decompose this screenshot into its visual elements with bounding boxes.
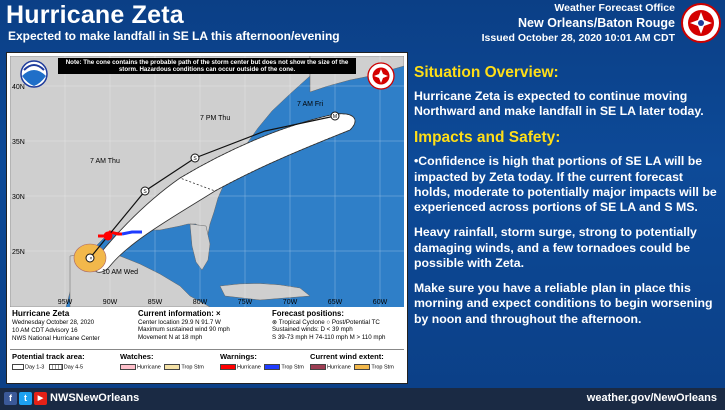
time-label-7am-thu: 7 AM Thu	[90, 158, 120, 165]
impacts-paragraph-3: Make sure you have a reliable plan in place this morning and expect conditions to begin worsening by noon and throughout the afternoon.	[414, 281, 713, 326]
legend-hurricane-wind: Hurricane	[327, 364, 351, 371]
svg-text:95W: 95W	[57, 299, 73, 306]
storm-line: Wednesday October 28, 2020	[12, 319, 95, 327]
time-label-7am-fri: 7 AM Fri	[297, 101, 324, 108]
legend-hurricane-warning: Hurricane	[237, 364, 261, 371]
trop-stm-wind-swatch	[354, 364, 370, 370]
facebook-icon[interactable]: f	[4, 392, 17, 405]
cone-note: Note: The cone contains the probable path of the storm center but does not show the size of the storm. Hazardous conditions can occur outside of the cone.	[58, 58, 356, 74]
legend-wind-head: Current wind extent:	[310, 352, 384, 361]
point-label-7am-fri: M	[332, 114, 338, 120]
situation-text: Hurricane Zeta is expected to continue moving Northward and make landfall in SE LA later today.	[414, 89, 704, 119]
social-handle[interactable]: NWSNewOrleans	[50, 392, 140, 404]
trop-stm-warning-swatch	[264, 364, 280, 370]
svg-text:35N: 35N	[12, 139, 25, 146]
social-links	[4, 392, 47, 405]
legend-trop-stm-watch: Trop Stm	[181, 364, 204, 371]
svg-text:85W: 85W	[147, 299, 163, 306]
current-info-head: Current information:	[138, 309, 214, 318]
legend-watches	[120, 352, 204, 370]
storm-line: NWS National Hurricane Center	[12, 334, 100, 342]
youtube-icon[interactable]: ▶	[34, 392, 47, 405]
forecast-line: S 39-73 mph H 74-110 mph M > 110 mph	[272, 334, 386, 342]
current-mark: ×	[215, 309, 221, 318]
forecast-line: Sustained winds: D < 39 mph	[272, 326, 353, 334]
current-line: Maximum sustained wind 90 mph	[138, 326, 230, 334]
current-info	[138, 309, 268, 342]
storm-info	[12, 309, 137, 343]
legend-warnings	[220, 352, 304, 370]
impacts-heading: Impacts and Safety:	[414, 129, 561, 147]
office-block	[482, 2, 675, 44]
situation-heading: Situation Overview:	[414, 64, 559, 81]
storm-line: 10 AM CDT Advisory 16	[12, 327, 78, 334]
svg-text:30N: 30N	[12, 194, 25, 201]
header	[0, 0, 725, 48]
current-line: Center location 29.9 N 91.7 W	[138, 318, 221, 326]
legend-track-area	[12, 352, 85, 370]
impacts-paragraph-2: Heavy rainfall, storm surge, strong to potentially damaging winds, and a few tornadoes could be possible with Zeta.	[414, 225, 697, 270]
svg-text:40N: 40N	[12, 84, 25, 91]
time-label-10am-wed: 10 AM Wed	[102, 269, 139, 276]
map-legend	[10, 349, 404, 381]
office-line2: New Orleans/Baton Rouge	[518, 16, 675, 30]
svg-text:75W: 75W	[237, 299, 253, 306]
briefing-text	[414, 64, 719, 337]
track-map-svg	[10, 56, 404, 307]
forecast-head: Forecast positions:	[272, 309, 344, 318]
nws-logo-icon	[681, 3, 721, 43]
impacts-paragraph-1: •Confidence is high that portions of SE LA will be impacted by Zeta today. If the current forecast holds, moderate to potentially major impacts will be experienced across portions of SE LA and S MS.	[414, 154, 717, 215]
page-subtitle: Expected to make landfall in SE LA this afternoon/evening	[8, 29, 340, 43]
forecast-line: ⊗ Tropical Cyclone ○ Post/Potential TC	[272, 318, 380, 326]
svg-text:80W: 80W	[192, 299, 208, 306]
nws-small-logo-icon	[368, 63, 394, 89]
svg-text:70W: 70W	[282, 299, 298, 306]
storm-name: Hurricane Zeta	[12, 309, 70, 318]
track-map	[10, 56, 404, 307]
hurricane-warning-swatch	[220, 364, 236, 370]
current-position-mark: ×	[89, 256, 93, 262]
footer	[0, 388, 725, 410]
forecast-info	[272, 309, 404, 342]
svg-text:25N: 25N	[12, 249, 25, 256]
current-line: Movement N at 18 mph	[138, 334, 203, 342]
hurricane-graphic-panel	[6, 52, 408, 384]
svg-text:65W: 65W	[327, 299, 343, 306]
day45-swatch	[49, 364, 63, 370]
issued-time: Issued October 28, 2020 10:01 AM CDT	[481, 32, 675, 44]
point-label-7am-thu: S	[143, 189, 147, 195]
office-website-link[interactable]: weather.gov/NewOrleans	[586, 392, 717, 404]
legend-watches-head: Watches:	[120, 352, 154, 361]
page-title: Hurricane Zeta	[6, 1, 184, 29]
legend-trop-stm-wind: Trop Stm	[371, 364, 394, 371]
legend-trop-stm-warning: Trop Stm	[281, 364, 304, 371]
office-line1: Weather Forecast Office	[554, 2, 675, 14]
svg-text:60W: 60W	[372, 299, 388, 306]
point-label-7pm-thu: S	[193, 156, 197, 162]
legend-warnings-head: Warnings:	[220, 352, 257, 361]
legend-hurricane-watch: Hurricane	[137, 364, 161, 371]
trop-stm-watch-swatch	[164, 364, 180, 370]
time-label-7pm-thu: 7 PM Thu	[200, 115, 231, 122]
twitter-icon[interactable]: t	[19, 392, 32, 405]
legend-track-head: Potential track area:	[12, 352, 85, 361]
position-hurricane	[104, 232, 113, 241]
svg-text:90W: 90W	[102, 299, 118, 306]
hurricane-wind-swatch	[310, 364, 326, 370]
noaa-logo-icon	[21, 61, 47, 87]
legend-day13: Day 1-3	[25, 364, 45, 371]
legend-wind-extent	[310, 352, 394, 370]
hurricane-watch-swatch	[120, 364, 136, 370]
legend-day45: Day 4-5	[63, 364, 84, 371]
day13-swatch	[12, 364, 24, 370]
